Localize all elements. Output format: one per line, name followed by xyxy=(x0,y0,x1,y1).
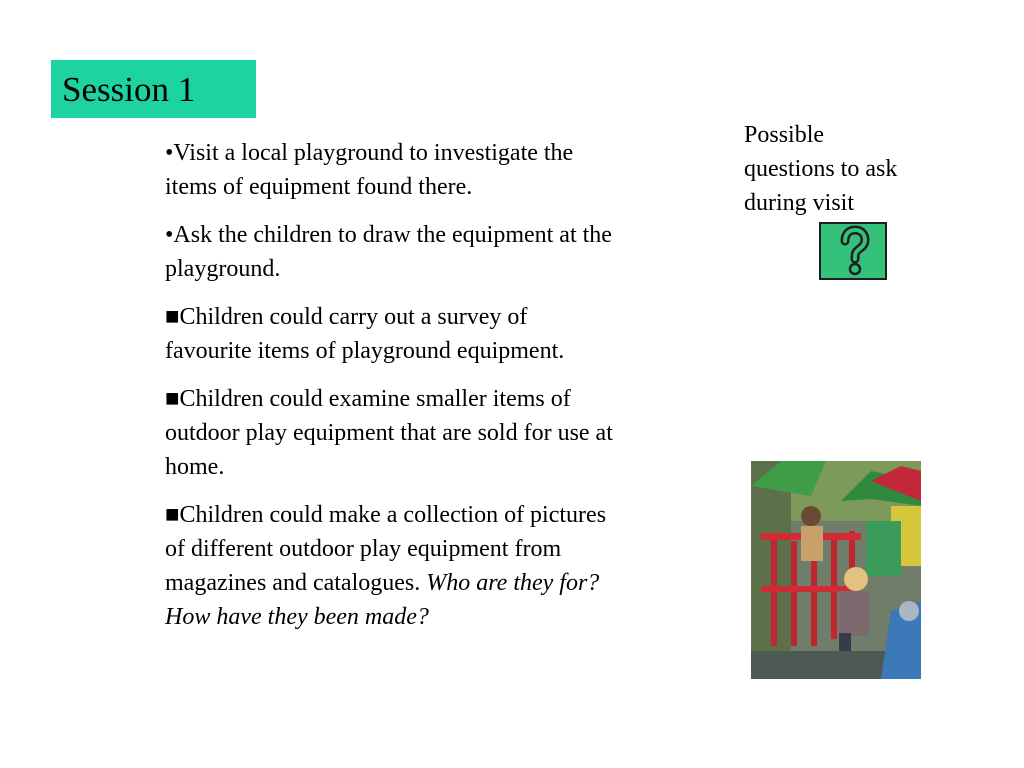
side-note xyxy=(744,118,914,220)
bullet-item xyxy=(165,136,615,204)
bullet-item xyxy=(165,300,615,368)
playground-photo xyxy=(751,461,921,679)
bullet-item xyxy=(165,218,615,286)
square-bullet-marker: ■ xyxy=(165,304,180,330)
bullet-list xyxy=(165,136,615,648)
bullet-text: Children could make a collection of pictures of different outdoor play equipment from magazines and catalogues. xyxy=(165,502,607,596)
session-title-text: Session 1 xyxy=(62,70,196,109)
bullet-marker: • xyxy=(165,222,174,248)
bullet-text: Visit a local playground to investigate the items of equipment found there. xyxy=(165,140,574,200)
question-mark-icon[interactable] xyxy=(819,222,887,280)
square-bullet-marker: ■ xyxy=(165,386,180,412)
question-mark-glyph xyxy=(821,224,885,278)
bullet-text: Children could examine smaller items of outdoor play equipment that are sold for use at home. xyxy=(165,386,613,480)
bullet-item xyxy=(165,498,615,634)
bullet-text: Ask the children to draw the equipment at the playground. xyxy=(165,222,612,282)
square-bullet-marker: ■ xyxy=(165,502,180,528)
session-title xyxy=(51,60,256,118)
bullet-item xyxy=(165,382,615,484)
side-note-text: Possible questions to ask during visit xyxy=(744,122,898,216)
playground-photo-image xyxy=(751,461,921,679)
bullet-italic-questions: Who are they for? How have they been made? xyxy=(165,570,600,630)
bullet-marker: • xyxy=(165,140,174,166)
bullet-text: Children could carry out a survey of favourite items of playground equipment. xyxy=(165,304,565,364)
